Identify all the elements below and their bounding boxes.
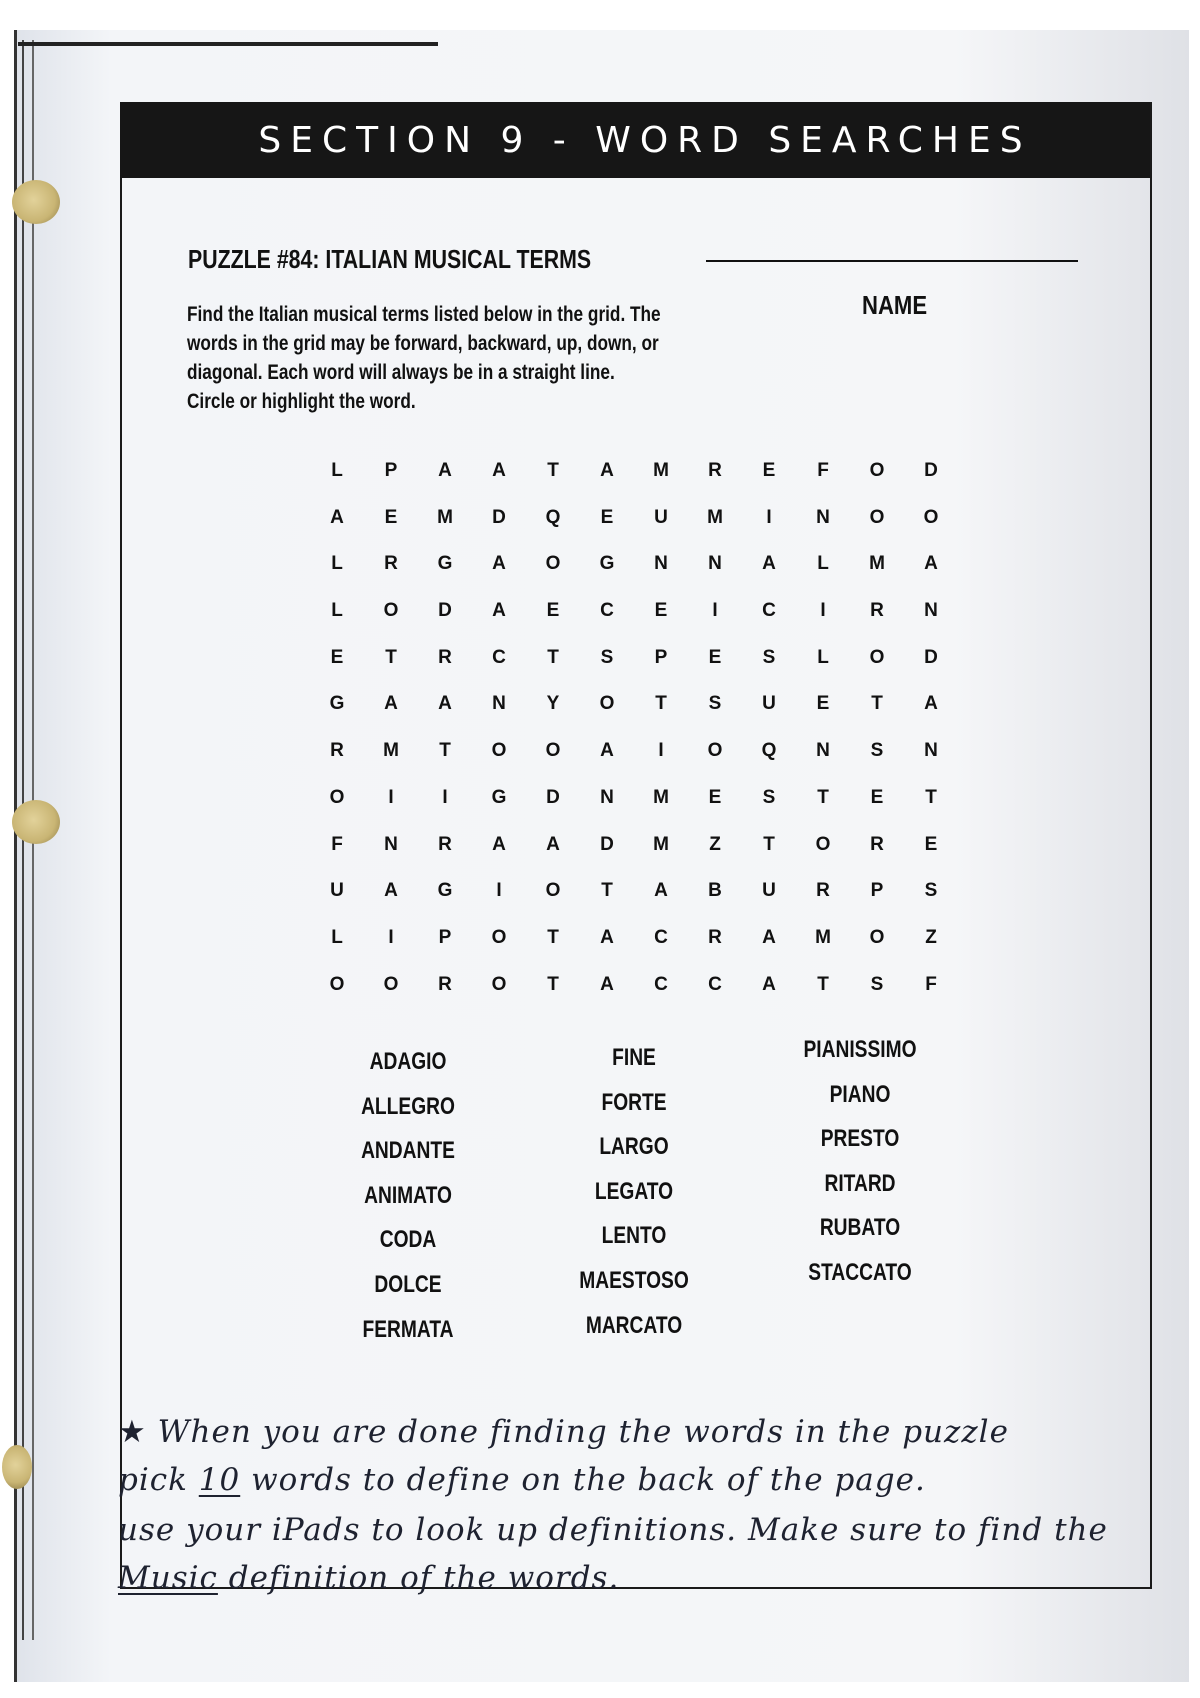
word-list-item: FERMATA	[362, 1315, 454, 1343]
grid-letter: S	[600, 646, 614, 668]
grid-letter: N	[654, 553, 668, 575]
grid-letter: M	[653, 786, 669, 808]
grid-letter: A	[438, 693, 452, 715]
grid-letter: C	[654, 926, 668, 948]
grid-letter: N	[600, 786, 614, 808]
word-list-item: PRESTO	[820, 1125, 900, 1153]
grid-letter: N	[384, 833, 398, 855]
punch-hole-bottom	[2, 1445, 32, 1489]
grid-letter: E	[384, 506, 398, 528]
word-list-column-2	[534, 1036, 734, 1348]
word-list-item: PIANO	[829, 1080, 891, 1108]
grid-letter: G	[329, 693, 345, 715]
grid-letter: F	[925, 973, 937, 995]
grid-letter: L	[331, 926, 343, 948]
word-list-item: CODA	[379, 1226, 437, 1254]
handwritten-line-2	[118, 1462, 926, 1498]
grid-letter: A	[762, 553, 776, 575]
grid-letter: E	[546, 600, 560, 622]
grid-letter: D	[600, 833, 614, 855]
grid-letter: O	[869, 460, 885, 481]
word-list-item: LENTO	[601, 1222, 667, 1250]
grid-letter: L	[331, 600, 343, 622]
grid-letter: T	[439, 740, 451, 762]
word-list-item: PIANISSIMO	[803, 1036, 917, 1063]
grid-letter: S	[924, 880, 938, 902]
note-text: pick	[118, 1462, 188, 1498]
grid-letter: D	[546, 786, 560, 808]
grid-letter: I	[388, 786, 394, 808]
grid-letter: T	[925, 786, 937, 808]
grid-letter: R	[816, 880, 830, 902]
star-icon: ★	[118, 1414, 147, 1450]
grid-letter: E	[708, 646, 722, 668]
grid-letter: D	[924, 460, 938, 481]
word-list-item: ANIMATO	[364, 1181, 452, 1209]
grid-letter: E	[924, 833, 938, 855]
grid-letter: A	[600, 926, 614, 948]
word-list-item: DOLCE	[374, 1270, 442, 1298]
grid-letter: D	[492, 506, 506, 528]
note-text: words to define on the back of the page.	[251, 1462, 926, 1498]
puzzle-title: PUZZLE #84: ITALIAN MUSICAL TERMS	[188, 244, 592, 274]
grid-letter: A	[492, 600, 506, 622]
grid-letter: G	[437, 880, 453, 902]
grid-letter: A	[546, 833, 560, 855]
grid-letter: N	[924, 600, 938, 622]
grid-letter: U	[654, 506, 668, 528]
grid-letter: S	[762, 646, 776, 668]
grid-letter: E	[654, 600, 668, 622]
handwritten-line-3	[118, 1512, 1108, 1548]
note-text: definition of the words.	[228, 1560, 620, 1596]
word-list-item: LARGO	[599, 1133, 669, 1161]
grid-letter: T	[601, 880, 613, 902]
grid-letter: P	[654, 646, 668, 668]
grid-letter: I	[388, 926, 394, 948]
grid-letter: T	[385, 646, 397, 668]
grid-letter: A	[600, 973, 614, 995]
grid-letter: O	[545, 740, 561, 762]
grid-letter: O	[383, 600, 399, 622]
grid-letter: O	[329, 786, 345, 808]
grid-letter: C	[492, 646, 506, 668]
name-write-line	[706, 260, 1078, 262]
grid-letter: Y	[546, 693, 560, 715]
word-list-item: ANDANTE	[361, 1137, 455, 1165]
word-list-item: FINE	[612, 1044, 656, 1071]
grid-letter: I	[496, 880, 502, 902]
grid-letter: C	[600, 600, 614, 622]
punch-hole-top	[12, 180, 60, 224]
grid-letter: P	[438, 926, 452, 948]
grid-letter: A	[600, 460, 614, 481]
grid-letter: U	[330, 880, 344, 902]
grid-letter: I	[820, 600, 826, 622]
name-label: NAME	[862, 290, 928, 320]
grid-letter: L	[331, 553, 343, 575]
grid-letter: P	[870, 880, 884, 902]
word-search-grid	[310, 448, 958, 1008]
grid-letter: A	[492, 833, 506, 855]
grid-letter: T	[871, 693, 883, 715]
grid-letter: A	[384, 693, 398, 715]
word-list-item: LEGATO	[594, 1177, 674, 1205]
grid-letter: O	[491, 973, 507, 995]
grid-letter: E	[816, 693, 830, 715]
grid-letter: I	[658, 740, 664, 762]
grid-letter: R	[438, 833, 452, 855]
handwritten-line-1	[118, 1414, 1009, 1450]
grid-letter: A	[924, 693, 938, 715]
section-header	[120, 102, 1150, 178]
grid-letter: O	[329, 973, 345, 995]
grid-letter: O	[491, 740, 507, 762]
grid-letter: R	[870, 833, 884, 855]
grid-letter: N	[708, 553, 722, 575]
grid-letter: R	[708, 926, 722, 948]
grid-letter: D	[924, 646, 938, 668]
grid-letter: I	[442, 786, 448, 808]
grid-letter: G	[437, 553, 453, 575]
grid-letter: O	[545, 553, 561, 575]
grid-letter: T	[655, 693, 667, 715]
grid-letter: O	[923, 506, 939, 528]
grid-letter: A	[492, 553, 506, 575]
grid-letter: O	[491, 926, 507, 948]
grid-letter: S	[870, 973, 884, 995]
grid-letter: T	[547, 973, 559, 995]
grid-letter: R	[870, 600, 884, 622]
grid-letter: T	[763, 833, 775, 855]
word-list-item: STACCATO	[808, 1258, 912, 1286]
grid-letter: M	[653, 833, 669, 855]
grid-letter: Z	[709, 833, 721, 855]
note-text: When you are done finding the words in the puzzle	[157, 1414, 1009, 1450]
grid-letter: M	[437, 506, 453, 528]
grid-letter: O	[599, 693, 615, 715]
grid-letter: L	[817, 553, 829, 575]
grid-letter: E	[330, 646, 344, 668]
grid-letter: A	[492, 460, 506, 481]
grid-letter: T	[547, 926, 559, 948]
word-list-column-1	[308, 1040, 508, 1352]
grid-letter: O	[869, 926, 885, 948]
grid-letter: A	[654, 880, 668, 902]
grid-letter: O	[545, 880, 561, 902]
punch-hole-middle	[12, 800, 60, 844]
grid-letter: C	[708, 973, 722, 995]
word-list-item: MARCATO	[585, 1311, 683, 1339]
grid-letter: A	[330, 506, 344, 528]
grid-letter: O	[869, 646, 885, 668]
top-edge-line	[18, 42, 438, 46]
note-number: 10	[198, 1462, 241, 1498]
grid-letter: N	[816, 506, 830, 528]
grid-letter: O	[869, 506, 885, 528]
grid-letter: G	[599, 553, 615, 575]
grid-letter: B	[708, 880, 722, 902]
grid-letter: A	[600, 740, 614, 762]
instructions-text: Find the Italian musical terms listed below in the grid. The words in the grid may be forward, backward, up, down, or diagonal. Each word will always be in a straight line. Circle or highlight the word.	[187, 303, 661, 413]
grid-letter: E	[600, 506, 614, 528]
grid-letter: N	[924, 740, 938, 762]
grid-letter: M	[815, 926, 831, 948]
grid-letter: S	[708, 693, 722, 715]
section-title: SECTION 9 - WORD SEARCHES	[258, 119, 1032, 161]
grid-letter: A	[384, 880, 398, 902]
grid-letter: A	[762, 973, 776, 995]
grid-letter: R	[330, 740, 344, 762]
grid-letter: D	[438, 600, 452, 622]
grid-letter: N	[816, 740, 830, 762]
grid-letter: F	[331, 833, 343, 855]
note-text: use your iPads to look up definitions. Make sure to find the	[118, 1512, 1108, 1548]
grid-letter: F	[817, 460, 829, 481]
grid-letter: A	[762, 926, 776, 948]
grid-letter: C	[762, 600, 776, 622]
word-list-item: RUBATO	[819, 1214, 901, 1242]
grid-letter: O	[815, 833, 831, 855]
grid-letter: C	[654, 973, 668, 995]
grid-letter: L	[817, 646, 829, 668]
grid-letter: Q	[545, 506, 561, 528]
grid-letter: N	[492, 693, 506, 715]
grid-letter: O	[707, 740, 723, 762]
grid-letter: S	[762, 786, 776, 808]
grid-letter: Z	[925, 926, 937, 948]
grid-letter: I	[712, 600, 718, 622]
grid-letter: G	[491, 786, 507, 808]
word-list-item: ALLEGRO	[361, 1092, 455, 1120]
grid-letter: O	[383, 973, 399, 995]
grid-letter: R	[438, 646, 452, 668]
grid-letter: E	[762, 460, 776, 481]
grid-letter: E	[708, 786, 722, 808]
word-list-item: FORTE	[601, 1088, 667, 1116]
grid-letter: S	[870, 740, 884, 762]
word-list-item: MAESTOSO	[579, 1266, 689, 1294]
grid-letter: R	[708, 460, 722, 481]
handwritten-line-4	[118, 1560, 619, 1596]
grid-letter: Q	[761, 740, 777, 762]
grid-letter: A	[438, 460, 452, 481]
word-list-item: RITARD	[824, 1169, 896, 1197]
grid-letter: U	[762, 880, 776, 902]
grid-letter: T	[817, 786, 829, 808]
grid-letter: M	[383, 740, 399, 762]
grid-letter: T	[547, 646, 559, 668]
word-list-item: ADAGIO	[369, 1048, 447, 1075]
grid-letter: T	[547, 460, 559, 481]
grid-letter: M	[653, 460, 669, 481]
note-emphasis: Music	[118, 1560, 218, 1596]
grid-letter: T	[817, 973, 829, 995]
grid-letter: L	[331, 460, 343, 481]
word-list-column-3	[760, 1028, 960, 1296]
grid-letter: I	[766, 506, 772, 528]
grid-letter: R	[384, 553, 398, 575]
grid-letter: U	[762, 693, 776, 715]
grid-letter: R	[438, 973, 452, 995]
grid-letter: E	[870, 786, 884, 808]
grid-letter: A	[924, 553, 938, 575]
grid-letter: M	[707, 506, 723, 528]
grid-letter: P	[384, 460, 398, 481]
grid-letter: M	[869, 553, 885, 575]
